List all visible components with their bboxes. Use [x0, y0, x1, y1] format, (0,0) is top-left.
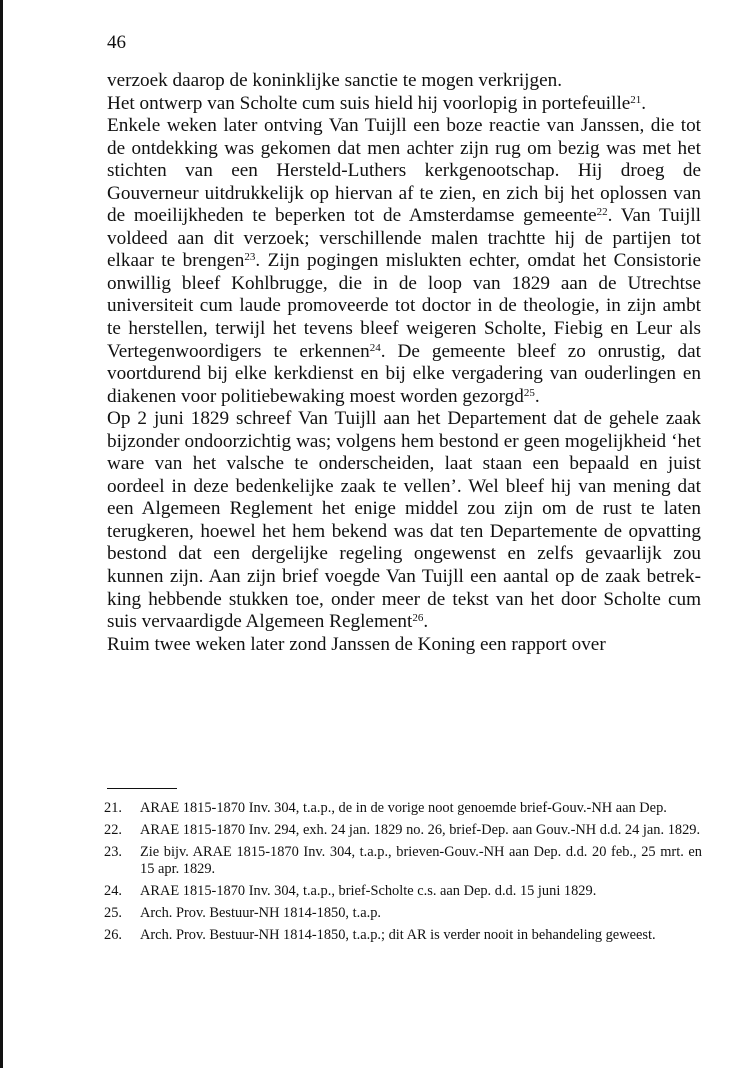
text: . [534, 385, 540, 407]
text: . Zijn pogingen mislukten echter, omdat het Consistorie onwillig bleef Kohlbrugge, die in de loop van 1829 aan de Utrechtse universiteit cum laude promoveerde tot doctor in de theologie, in zijn ambt te herstellen, terwijl het tevens bleef weigeren Scholte, Fiebig en Leur als Vertegenwoordigers te erkennen [107, 250, 701, 362]
footnote-number: 22. [104, 822, 122, 838]
text: . [641, 92, 647, 114]
footnote-rule [107, 788, 177, 789]
text: Op 2 juni 1829 schreef Van Tuijll aan het Departement dat de gehele zaak bijzonder ondoorzichtig was; volgens hem bestond er geen mogelijkheid ‘het ware van het valsche te onderscheiden, laat staan een bepaald en juist oordeel in deze bedenkelijke zaak te vellen’. Wel bleef hij van mening dat een Algemeen Reglement het enige middel zou zijn om de rust te laten terugkeren, hoewel het hem bekend was dat ten Departemente de opvatting bestond dat een dergelijke regeling ongewenst en zelfs gevaarlijk zou kunnen zijn. Aan zijn brief voegde Van Tuijll een aantal op de zaak betrekking hebbende stukken toe, onder meer de tekst van het door Scholte cum suis vervaardigde Algemeen Reglement [107, 408, 701, 633]
main-text [107, 70, 701, 656]
footnote [104, 800, 702, 817]
footnote-ref: 26 [412, 612, 424, 625]
paragraph [107, 93, 701, 116]
page-number: 46 [107, 32, 126, 53]
footnote-text: ARAE 1815-1870 Inv. 294, exh. 24 jan. 1829 no. 26, brief-Dep. aan Gouv.-NH d.d. 24 jan. 1829. [140, 822, 701, 838]
text: . De gemeente bleef zo onrustig, dat voortdurend bij elke kerkdienst en bij elke vergadering van ouderlingen en diakenen voor politiebewaking moest worden gezorgd [107, 340, 701, 407]
text: Enkele weken later ontving Van Tuijll een boze reactie van Janssen, die tot de ontdekking was gekomen dat men achter zijn rug om bezig was met het stichten van een Hersteld-Luthers kerkgenootschap. Hij droeg de Gouverneur uitdrukkelijk op hiervan af te zien, en zich bij het oplossen van de moeilijkheden te beperken tot de Amsterdamse gemeente [107, 115, 701, 227]
paragraph [107, 408, 701, 633]
text: verzoek daarop de koninklijke sanctie te mogen verkrijgen. [107, 70, 563, 91]
text: Ruim twee weken later zond Janssen de Koning een rapport over [107, 633, 606, 655]
footnote [104, 883, 702, 900]
footnote [104, 905, 702, 922]
paragraph [107, 634, 701, 657]
footnote-text: Zie bijv. ARAE 1815-1870 Inv. 304, t.a.p., brieven-Gouv.-NH aan Dep. d.d. 20 feb., 25 mrt. en 15 apr. 1829. [140, 844, 702, 877]
footnote-ref: 25 [523, 386, 535, 399]
footnote-text: ARAE 1815-1870 Inv. 304, t.a.p., de in de vorige noot genoemde brief-Gouv.-NH aan Dep. [140, 800, 667, 816]
text: . Van Tuijll voldeed aan dit verzoek; verschillende malen trachtte hij de partijen tot elkaar te brengen [107, 205, 701, 272]
footnote-number: 24. [104, 882, 122, 899]
paragraph [107, 70, 701, 93]
footnote-number: 26. [104, 926, 122, 943]
footnote [104, 822, 702, 839]
text: . [423, 611, 429, 633]
footnote-ref: 22 [596, 206, 608, 219]
footnote [104, 927, 702, 944]
footnote-text: Arch. Prov. Bestuur-NH 1814-1850, t.a.p. [140, 904, 381, 921]
footnote-number: 23. [104, 844, 122, 860]
paragraph [107, 115, 701, 408]
text: Het ontwerp van Scholte cum suis hield hij voorlopig in portefeuille [107, 92, 631, 114]
footnote-ref: 24 [369, 341, 381, 354]
page-margin-line [0, 0, 3, 1068]
footnote-text: ARAE 1815-1870 Inv. 304, t.a.p., brief-Scholte c.s. aan Dep. d.d. 15 juni 1829. [140, 882, 597, 899]
footnote-text: Arch. Prov. Bestuur-NH 1814-1850, t.a.p.; dit AR is verder nooit in behandeling geweest. [140, 926, 656, 943]
footnote-number: 21. [104, 800, 122, 816]
footnotes [104, 800, 702, 949]
footnote-ref: 21 [630, 93, 642, 106]
footnote-ref: 23 [244, 251, 256, 264]
footnote-number: 25. [104, 904, 122, 921]
footnote [104, 844, 702, 877]
